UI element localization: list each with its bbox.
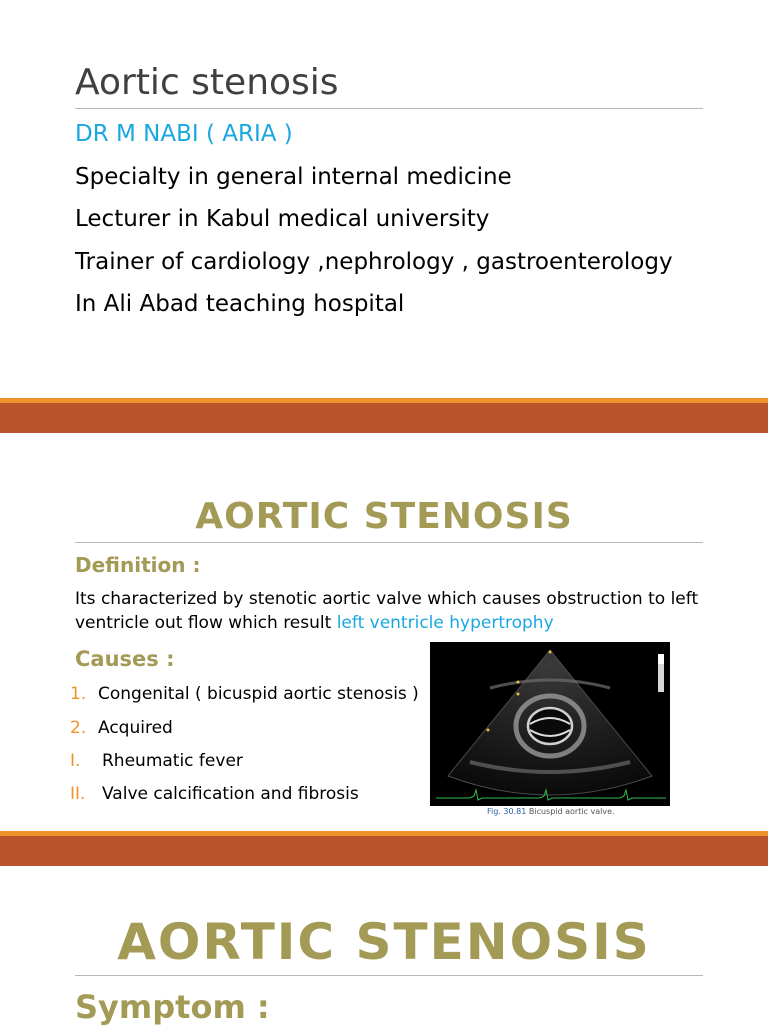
author-credential-line: In Ali Abad teaching hospital (75, 291, 405, 317)
cause-marker: 2. (70, 718, 87, 738)
definition-text (75, 587, 715, 635)
heading-divider (75, 975, 703, 976)
symptom-label: Symptom : (75, 988, 270, 1026)
presentation-title: Aortic stenosis (75, 62, 339, 103)
causes-label: Causes : (75, 647, 175, 671)
figure-number: Fig. 30.81 (487, 807, 527, 816)
title-divider (75, 108, 703, 109)
echocardiogram-image (430, 642, 670, 806)
definition-highlight: left ventricle hypertrophy (336, 613, 554, 633)
separator-stripe (0, 831, 768, 836)
slide-heading: AORTIC STENOSIS (195, 496, 573, 537)
cause-marker: 1. (70, 684, 87, 704)
author-credential-line: Trainer of cardiology ,nephrology , gastroenterology (75, 249, 673, 275)
author-name: DR M NABI ( ARIA ) (75, 121, 293, 147)
figure-caption (487, 806, 615, 818)
author-credential-line: Lecturer in Kabul medical university (75, 206, 490, 232)
slide-heading: AORTIC STENOSIS (117, 913, 651, 971)
cause-text: Rheumatic fever (102, 751, 243, 771)
figure-caption-text: Bicuspid aortic valve. (528, 807, 615, 816)
slide-separator-band (0, 398, 768, 433)
separator-stripe (0, 398, 768, 403)
cause-item (70, 749, 243, 773)
cause-marker: II. (70, 784, 86, 804)
slide-title-author (0, 0, 768, 398)
cause-marker: I. (70, 751, 81, 771)
echocardiogram-graphic (430, 642, 670, 806)
cause-text: Congenital ( bicuspid aortic stenosis ) (98, 684, 419, 704)
author-credential-line: Specialty in general internal medicine (75, 164, 512, 190)
cause-item (70, 716, 173, 740)
definition-label: Definition : (75, 553, 201, 577)
cause-item (70, 782, 359, 806)
cause-text: Acquired (98, 718, 173, 738)
cause-item (70, 682, 419, 706)
cause-text: Valve calcification and fibrosis (102, 784, 359, 804)
slide-separator-band (0, 831, 768, 866)
definition-body: Its characterized by stenotic aortic valve which causes obstruction to left ventricle out flow which result (75, 589, 699, 633)
heading-divider (75, 542, 703, 543)
